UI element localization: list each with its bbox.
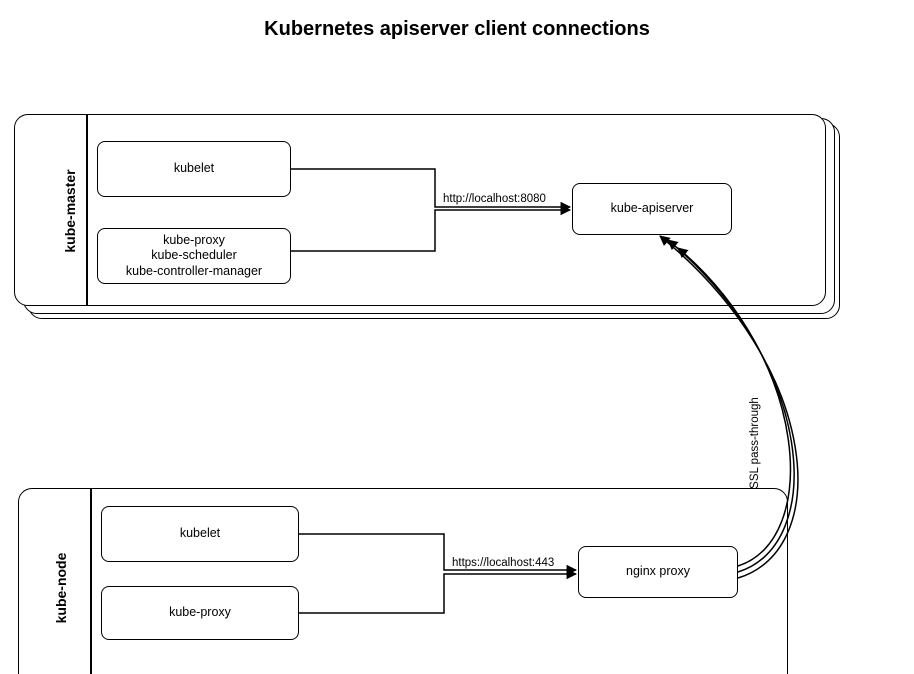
master-others-line2: kube-scheduler [151,248,237,263]
master-kubelet-label: kubelet [173,161,215,176]
http-localhost-label: http://localhost:8080 [443,193,546,205]
page-title: Kubernetes apiserver client connections [264,18,650,40]
node-kube-proxy-label: kube-proxy [169,605,231,620]
master-others-line1: kube-proxy [163,232,225,247]
nginx-proxy-label: nginx proxy [626,564,690,579]
node-kubelet-label: kubelet [179,526,221,541]
kube-master-label: kube-master [62,169,78,253]
kube-node-label: kube-node [53,552,69,624]
kube-apiserver-label: kube-apiserver [610,201,694,216]
https-localhost-label: https://localhost:443 [452,557,555,569]
ssl-pass-through-label: SSL pass-through [749,397,761,489]
master-others-line3: kube-controller-manager [125,263,263,278]
